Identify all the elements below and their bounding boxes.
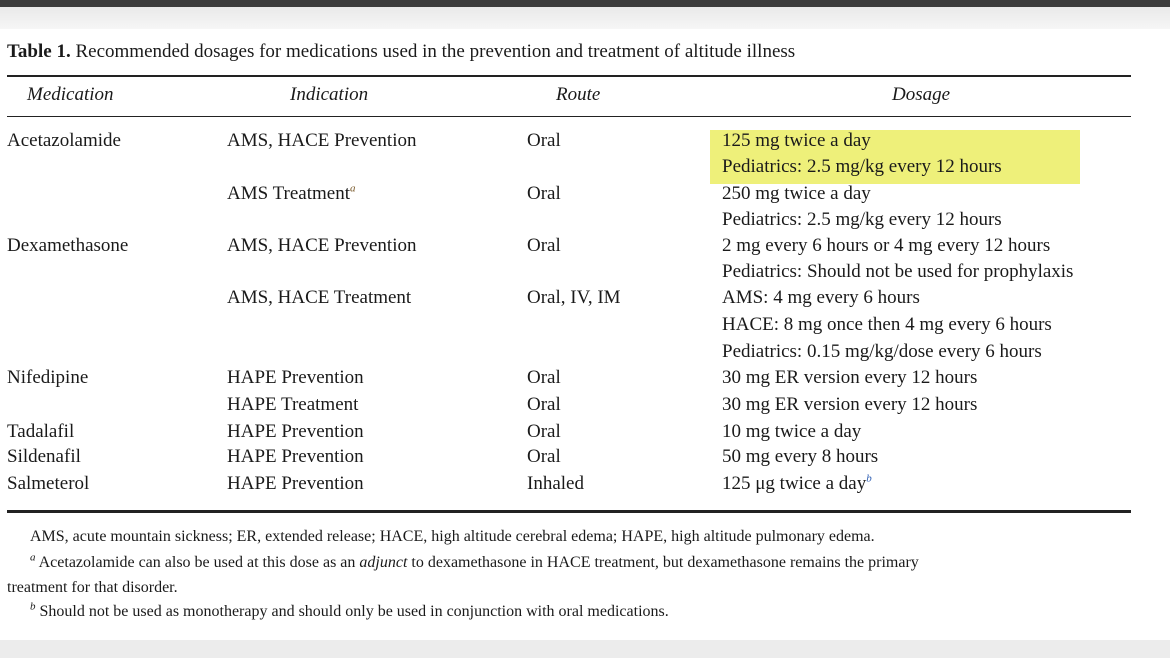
- cell-dosage: 2 mg every 6 hours or 4 mg every 12 hours: [722, 235, 1051, 256]
- footnote-a: [30, 551, 919, 575]
- cell-indication: HAPE Prevention: [227, 446, 364, 467]
- page-bottom-strip: [0, 640, 1170, 658]
- cell-route: Oral: [527, 367, 561, 388]
- table-caption-text: Recommended dosages for medications used in the prevention and treatment of altitude illness: [75, 41, 796, 62]
- footnote-b-text: Should not be used as monotherapy and should only be used in conjunction with oral medications.: [39, 603, 669, 620]
- footnote-a-text: Acetazolamide can also be used at this dose as an: [38, 554, 356, 571]
- cell-route: Oral: [527, 421, 561, 442]
- cell-dosage: 10 mg twice a day: [722, 421, 862, 442]
- table-bottom-rule: [7, 510, 1131, 513]
- footnote-marker-b: b: [866, 472, 872, 485]
- table-top-rule: [7, 75, 1131, 77]
- cell-dosage: Pediatrics: 2.5 mg/kg every 12 hours: [722, 209, 1002, 230]
- cell-indication: AMS, HACE Prevention: [227, 130, 417, 151]
- cell-route: Inhaled: [527, 473, 584, 494]
- cell-dosage: 125 mg twice a day: [722, 130, 871, 151]
- footnote-b-marker: b: [30, 600, 36, 613]
- cell-route: Oral: [527, 183, 561, 204]
- table-caption-label: Table 1.: [7, 41, 71, 62]
- cell-route: Oral: [527, 235, 561, 256]
- cell-dosage: [722, 471, 872, 497]
- footnote-a-marker: a: [30, 551, 36, 564]
- header-indication: Indication: [290, 84, 369, 105]
- cell-dosage: 30 mg ER version every 12 hours: [722, 367, 978, 388]
- table-header-rule: [7, 116, 1131, 117]
- cell-indication: HAPE Prevention: [227, 421, 364, 442]
- footnote-b: [30, 600, 669, 624]
- cell-dosage: 250 mg twice a day: [722, 183, 871, 204]
- cell-indication: HAPE Prevention: [227, 473, 364, 494]
- footnote-a-emphasis: adjunct: [359, 554, 408, 571]
- cell-medication: Sildenafil: [7, 446, 81, 467]
- cell-dosage: Pediatrics: 2.5 mg/kg every 12 hours: [722, 156, 1002, 177]
- window-top-bar: [0, 0, 1170, 7]
- cell-indication: AMS, HACE Treatment: [227, 287, 412, 308]
- cell-medication: Tadalafil: [7, 421, 75, 442]
- cell-dosage: 50 mg every 8 hours: [722, 446, 879, 467]
- cell-indication-text: AMS Treatment: [227, 183, 350, 204]
- cell-dosage: Pediatrics: 0.15 mg/kg/dose every 6 hours: [722, 341, 1042, 362]
- cell-medication: Acetazolamide: [7, 130, 121, 151]
- footnote-abbreviations: AMS, acute mountain sickness; ER, extended release; HACE, high altitude cerebral edema; HAPE, high altitude pulmonary edema.: [30, 528, 875, 545]
- header-medication: Medication: [27, 84, 114, 105]
- cell-dosage: AMS: 4 mg every 6 hours: [722, 287, 920, 308]
- cell-dosage: 30 mg ER version every 12 hours: [722, 394, 978, 415]
- cell-route: Oral, IV, IM: [527, 287, 621, 308]
- header-route: Route: [556, 84, 601, 105]
- cell-route: Oral: [527, 446, 561, 467]
- cell-indication: HAPE Prevention: [227, 367, 364, 388]
- cell-dosage: HACE: 8 mg once then 4 mg every 6 hours: [722, 314, 1052, 335]
- cell-medication: Nifedipine: [7, 367, 89, 388]
- cell-medication: Salmeterol: [7, 473, 90, 494]
- cell-dosage: Pediatrics: Should not be used for prophylaxis: [722, 261, 1074, 282]
- header-dosage: Dosage: [892, 84, 951, 105]
- table-caption: [7, 41, 795, 63]
- cell-route: Oral: [527, 394, 561, 415]
- footnote-a-line2: treatment for that disorder.: [7, 579, 178, 596]
- footnote-a-text-after: to dexamethasone in HACE treatment, but dexamethasone remains the primary: [411, 554, 919, 571]
- cell-medication: Dexamethasone: [7, 235, 129, 256]
- cell-indication: [227, 181, 356, 207]
- cell-indication: AMS, HACE Prevention: [227, 235, 417, 256]
- footnote-marker-a: a: [350, 182, 356, 195]
- cell-dosage-text: 125 μg twice a day: [722, 473, 867, 494]
- cell-route: Oral: [527, 130, 561, 151]
- page-top-strip: [0, 7, 1170, 29]
- cell-indication: HAPE Treatment: [227, 394, 359, 415]
